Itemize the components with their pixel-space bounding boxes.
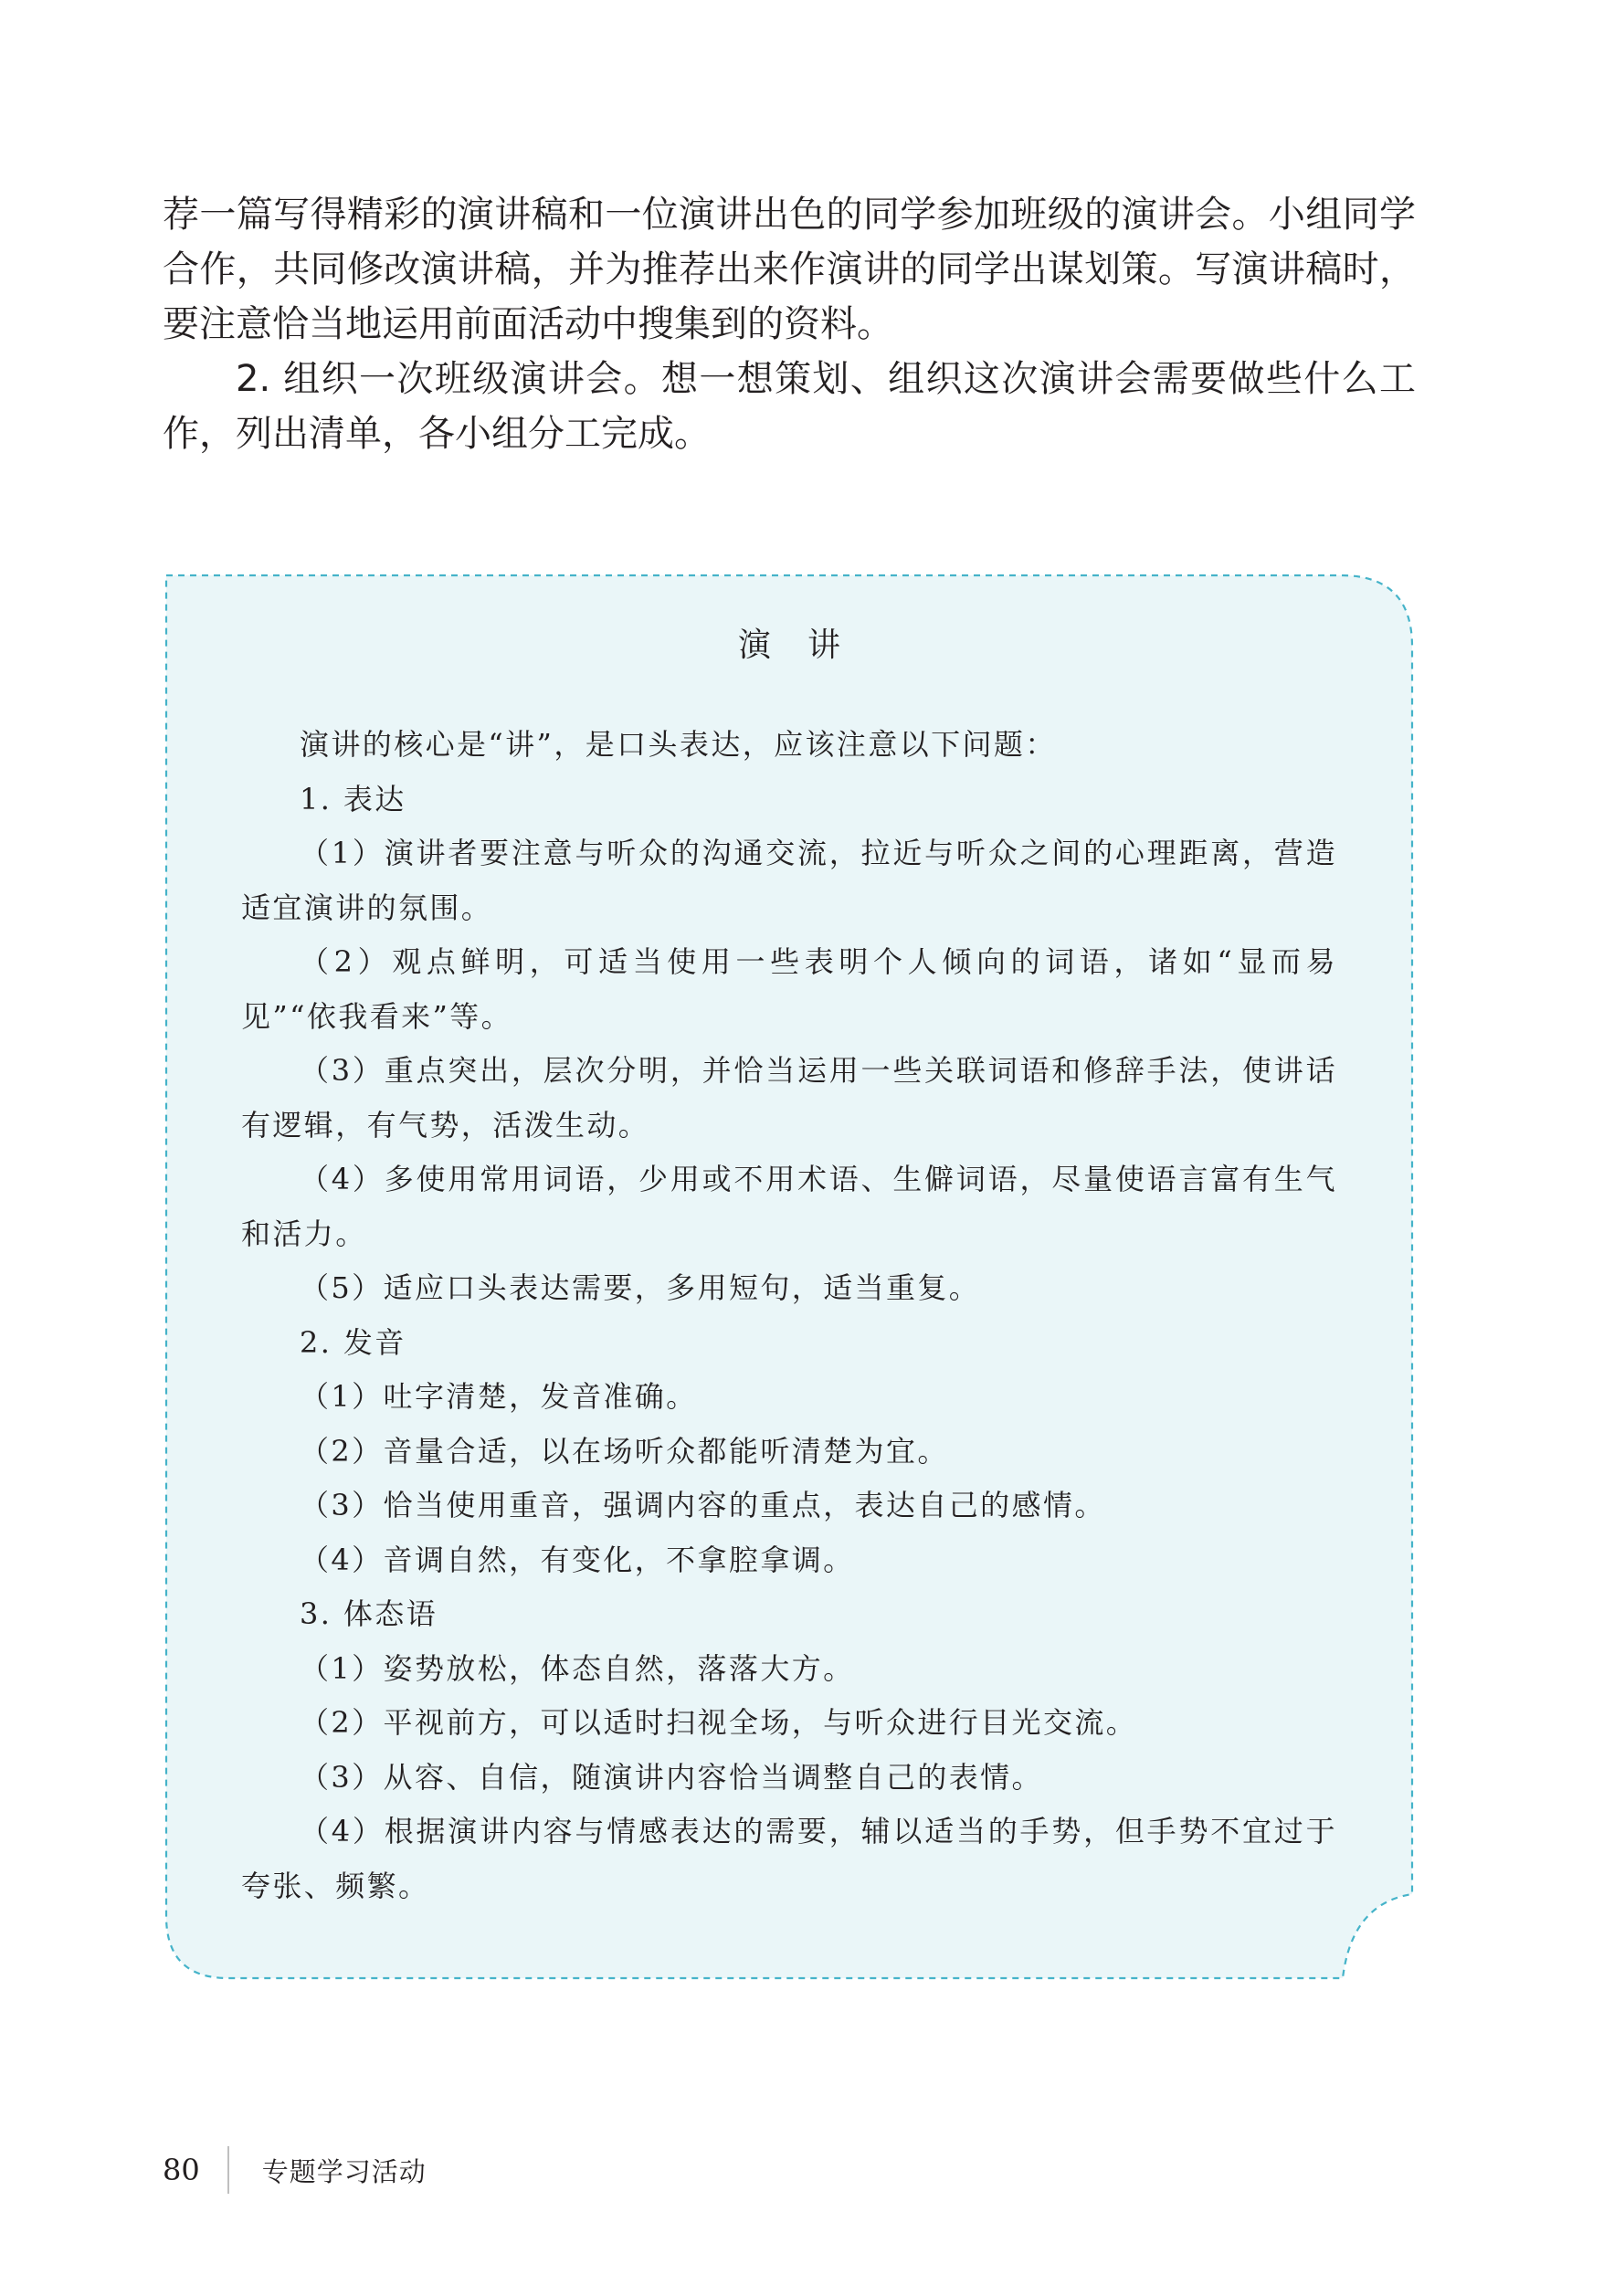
section-heading-body-language: 3. 体态语	[300, 1596, 438, 1631]
list-item: （1）吐字清楚，发音准确。	[300, 1379, 698, 1414]
list-item: （3）恰当使用重音，强调内容的重点，表达自己的感情。	[300, 1488, 1106, 1522]
page-footer	[163, 2143, 427, 2197]
intro-text	[163, 187, 1416, 461]
list-item: （2）平视前方，可以适时扫视全场，与听众进行目光交流。	[300, 1705, 1138, 1740]
box-body	[241, 718, 1337, 1913]
intro-paragraph-1: 荐一篇写得精彩的演讲稿和一位演讲出色的同学参加班级的演讲会。小组同学合作，共同修改演讲稿，并为推荐出来作演讲的同学出谋划策。写演讲稿时，要注意恰当地运用前面活动中搜集到的资料。	[163, 194, 1416, 345]
section-heading-pronunciation: 2. 发音	[300, 1324, 406, 1360]
list-item: （3）重点突出，层次分明，并恰当运用一些关联词语和修辞手法，使讲话有逻辑，有气势，活泼生动。	[241, 1053, 1337, 1143]
footer-divider	[227, 2146, 229, 2194]
list-item: （1）演讲者要注意与听众的沟通交流，拉近与听众之间的心理距离，营造适宜演讲的氛围。	[241, 836, 1337, 925]
list-item: （4）多使用常用词语，少用或不用术语、生僻词语，尽量使语言富有生气和活力。	[241, 1162, 1337, 1251]
list-item: （2）音量合适，以在场听众都能听清楚为宜。	[300, 1433, 949, 1469]
box-lead: 演讲的核心是“讲”，是口头表达，应该注意以下问题：	[300, 727, 1057, 762]
list-item: （4）音调自然，有变化，不拿腔拿调。	[300, 1542, 855, 1577]
intro-paragraph-2: 2. 组织一次班级演讲会。想一想策划、组织这次演讲会需要做些什么工作，列出清单，各小组分工完成。	[163, 358, 1416, 455]
section-name: 专题学习活动	[261, 2155, 427, 2187]
box-title: 演讲	[737, 627, 877, 664]
list-item: （5）适应口头表达需要，多用短句，适当重复。	[300, 1270, 981, 1305]
section-heading-expression: 1. 表达	[300, 781, 406, 816]
list-item: （1）姿势放松，体态自然，落落大方。	[300, 1650, 855, 1686]
list-item: （3）从容、自信，随演讲内容恰当调整自己的表情。	[300, 1759, 1043, 1795]
list-item: （4）根据演讲内容与情感表达的需要，辅以适当的手势，但手势不宜过于夸张、频繁。	[241, 1814, 1337, 1903]
list-item: （2）观点鲜明，可适当使用一些表明个人倾向的词语，诸如“显而易见”“依我看来”等。	[241, 944, 1337, 1034]
tips-box	[164, 574, 1414, 1980]
page-number: 80	[163, 2153, 200, 2187]
